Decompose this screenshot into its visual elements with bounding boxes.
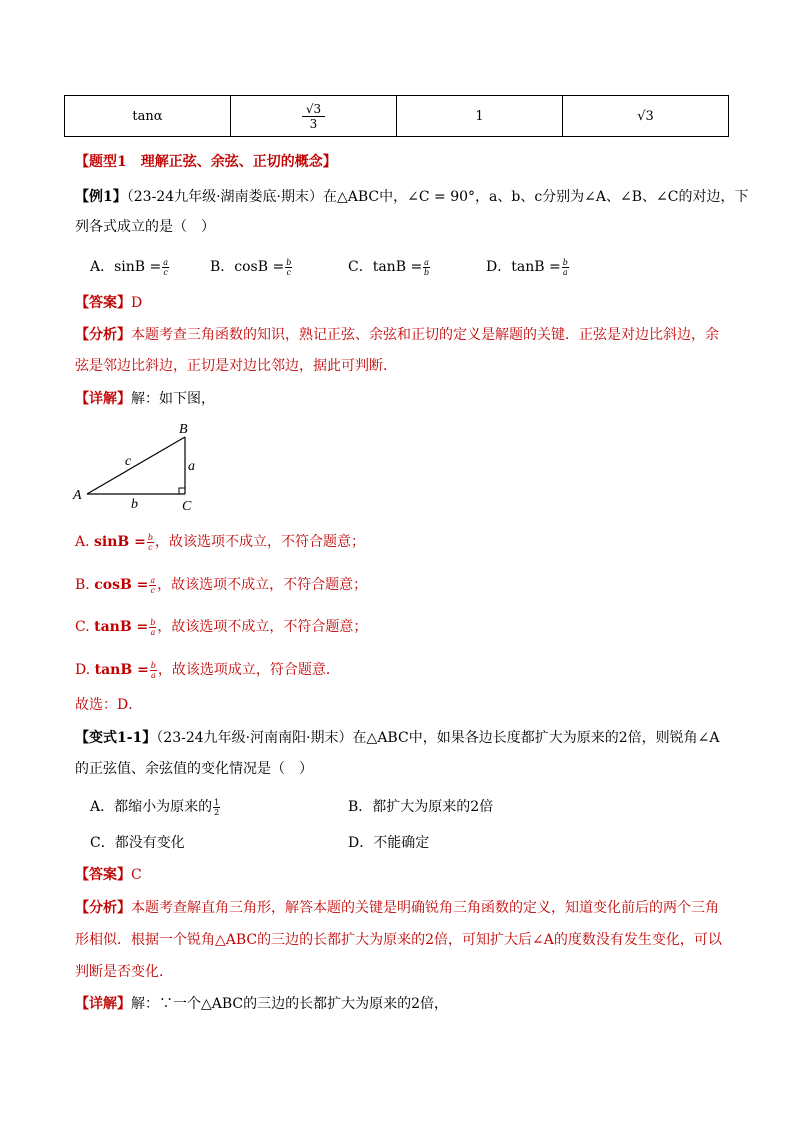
variant1-stem-line1: 【变式1-1】（23-24九年级·河南南阳·期末）在△ABC中，如果各边长度都扩大为原来的2倍，则锐角∠A bbox=[75, 730, 720, 746]
example1-option-b: B．cosB = $\frac{b}{c}$ bbox=[210, 257, 292, 277]
variant1-option-a: A．都缩小为原来的 $\frac{1}{2}$ bbox=[90, 797, 220, 817]
example1-choose: 故选：D． bbox=[75, 697, 143, 713]
table-row bbox=[65, 96, 729, 137]
trig-value-table bbox=[64, 95, 729, 137]
variant1-analysis-line2: 形相似．根据一个锐角△ABC的三边的长都扩大为原来的2倍，可知扩大后∠A的度数没有发生变化，可以 bbox=[75, 932, 722, 948]
right-triangle-figure bbox=[65, 418, 205, 518]
example1-option-a: A．sinB = $\frac{a}{c}$ bbox=[90, 257, 169, 277]
section-heading: 【题型1 理解正弦、余弦、正切的概念】 bbox=[75, 154, 337, 170]
table-cell-sqrt3-over-3: $\frac{√3}{3}$ bbox=[231, 96, 397, 137]
example1-analysis-line2: 弦是邻边比斜边，正切是对边比邻边，据此可判断． bbox=[75, 358, 397, 374]
variant1-option-b: B．都扩大为原来的2倍 bbox=[348, 799, 494, 815]
table-cell-sqrt3: √3 bbox=[563, 96, 729, 137]
check-b: B. cosB = $\frac{a}{c}$ ，故该选项不成立，不符合题意； bbox=[75, 575, 368, 595]
vertex-a-label: A bbox=[73, 488, 82, 503]
example1-detail: 【详解】解：如下图， bbox=[75, 391, 215, 407]
variant1-detail: 【详解】解：∵一个△ABC的三边的长都扩大为原来的2倍， bbox=[75, 996, 449, 1012]
check-d: D. tanB = $\frac{b}{a}$ ，故该选项成立，符合题意． bbox=[75, 660, 340, 680]
check-a: A. sinB = $\frac{b}{c}$ ，故该选项不成立，不符合题意； bbox=[75, 532, 365, 552]
vertex-c-label: C bbox=[182, 499, 192, 514]
example1-option-c: C．tanB = $\frac{a}{b}$ bbox=[348, 257, 430, 277]
example1-answer: 【答案】D bbox=[75, 295, 143, 311]
table-cell-tan: tanα bbox=[65, 96, 231, 137]
variant1-answer: 【答案】C bbox=[75, 867, 142, 883]
example1-option-d: D．tanB = $\frac{b}{a}$ bbox=[486, 257, 568, 277]
variant1-analysis-line1: 【分析】本题考查解直角三角形，解答本题的关键是明确锐角三角函数的定义，知道变化前后的两个三角 bbox=[75, 900, 719, 916]
example1-stem-line2: 列各式成立的是（ ） bbox=[75, 219, 215, 235]
table-cell-one: 1 bbox=[397, 96, 563, 137]
variant1-option-c: C．都没有变化 bbox=[90, 835, 185, 851]
example1-stem-line1: 【例1】（23-24九年级·湖南娄底·期末）在△ABC中，∠C = 90°，a、b、c分别为∠A、∠B、∠C的对边，下 bbox=[75, 189, 749, 205]
side-a-label: a bbox=[188, 459, 195, 474]
variant1-stem-line2: 的正弦值、余弦值的变化情况是（ ） bbox=[75, 761, 313, 777]
check-c: C. tanB = $\frac{b}{a}$ ，故该选项不成立，不符合题意； bbox=[75, 617, 368, 637]
variant1-option-d: D．不能确定 bbox=[348, 835, 430, 851]
vertex-b-label: B bbox=[179, 422, 188, 437]
example1-analysis-line1: 【分析】本题考查三角函数的知识，熟记正弦、余弦和正切的定义是解题的关键．正弦是对边比斜边，余 bbox=[75, 327, 719, 343]
side-b-label: b bbox=[131, 497, 138, 512]
side-c-label: c bbox=[125, 454, 132, 469]
variant1-analysis-line3: 判断是否变化． bbox=[75, 964, 173, 980]
